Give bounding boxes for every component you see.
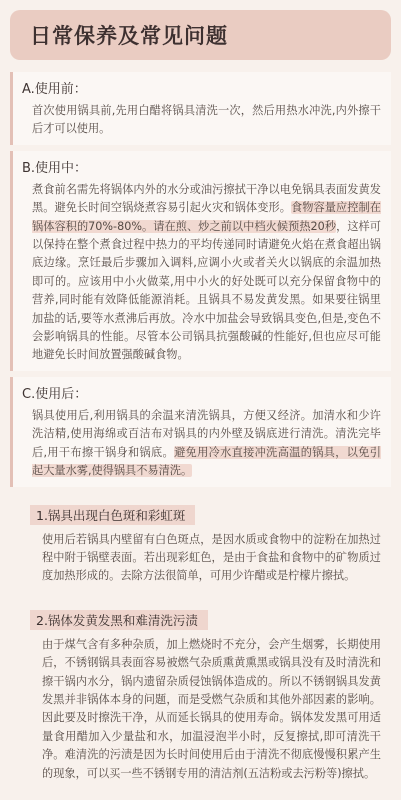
body-text-part: 煮食前名需先将锅体内外的水分或油污擦拭干净以电免锅具表面发黄发黑。避免长时间空锅烧煮容易引起火灾和锅体变形。: [32, 182, 381, 215]
body-text-part: ，这样可以保持在整个煮食过程中热力的平均传递同时请避免火焰在煮食超出锅底边缘。烹饪最后步骤加入调料,应调小火或者关火以锅底的余温加热即可的。应该用中小火做菜,用中小火的好处既可以充分保留食物中的营养,同时能有效降低能源消耗。且锅具不易发黄发黑。如果要往锅里加盐的话,要等水煮沸后再放。冷水中加盐会导致锅具变色,但是,变色不会影响锅具的性能。尽管本公司锅具抗强酸碱的性能好,但也应尽可能地避免长时间放置强酸碱食物。: [32, 219, 381, 362]
section-heading: A.使用前：: [22, 82, 87, 97]
highlighted-text: 食物容量应控制在锅体容积的70%-80%。请在煎、炒之前以中档火候预热20秒: [32, 201, 381, 233]
highlighted-text: 避免用冷水直接冲洗高温的锅具，以免引起大量水雾,使得锅具不易清洗。: [32, 445, 381, 478]
faq-heading: 2.锅体发黄发黑和难清洗污渍: [30, 610, 208, 630]
faq-body: 由于煤气含有多种杂质，加上燃烧时不充分，会产生烟雾，长期使用后，不锈钢锅具表面容易被燃气杂质熏黄熏黑或锅具没有及时清洗和擦干锅内水分，锅内遗留杂质侵蚀锅体造成的。所以不锈钢锅具发黄发黑并非锅体本身的问题，而是受燃气杂质和其他外部因素的影响。因此要及时擦洗干净，从而延长锅具的使用寿命。锅体发发黑可用适量食用醋加入少量盐和水，加温浸泡半小时，反复擦拭,即可清洗干净。难清洗的污渍是因为长时间使用后由于清洗不彻底慢慢积累产生的现象，可以买一些不锈钢专用的清洁剂(五洁粉或去污粉等)擦拭。: [42, 637, 381, 780]
faq-body: 使用后若锅具内壁留有白色斑点，是因水质或食物中的淀粉在加热过程中附于锅壁表面。若出现彩虹色，是由于食盐和食物中的矿物质过度加热形成的。去除方法很简单，可用少许醋或是柠檬片擦拭。: [42, 532, 381, 583]
section-after-use: [10, 377, 391, 487]
body-text-part: 锅具使用后,利用锅具的余温来清洗锅具，方便又经济。加清水和少许洗洁精,使用海绵或百洁布对锅具的内外壁及锅底进行清洗。清洗完毕后,用干布擦干锅身和锅底。: [32, 408, 381, 459]
section-heading: C.使用后：: [22, 386, 88, 402]
faq-yellowing: [10, 598, 391, 789]
section-body: 首次使用锅具前,先用白醋将锅具清洗一次，然后用热水冲洗,内外擦干后才可以使用。: [32, 104, 381, 136]
section-before-use: [10, 72, 391, 145]
section-heading: B.使用中：: [22, 160, 88, 176]
faq-heading: 1.锅具出现白色斑和彩虹斑: [30, 505, 195, 525]
faq-white-spots: [10, 493, 391, 592]
section-during-use: [10, 151, 391, 371]
section-body: [22, 407, 383, 481]
section-body: [22, 181, 383, 365]
page-title: 日常保养及常见问题: [30, 24, 228, 48]
title-banner: [10, 10, 391, 60]
